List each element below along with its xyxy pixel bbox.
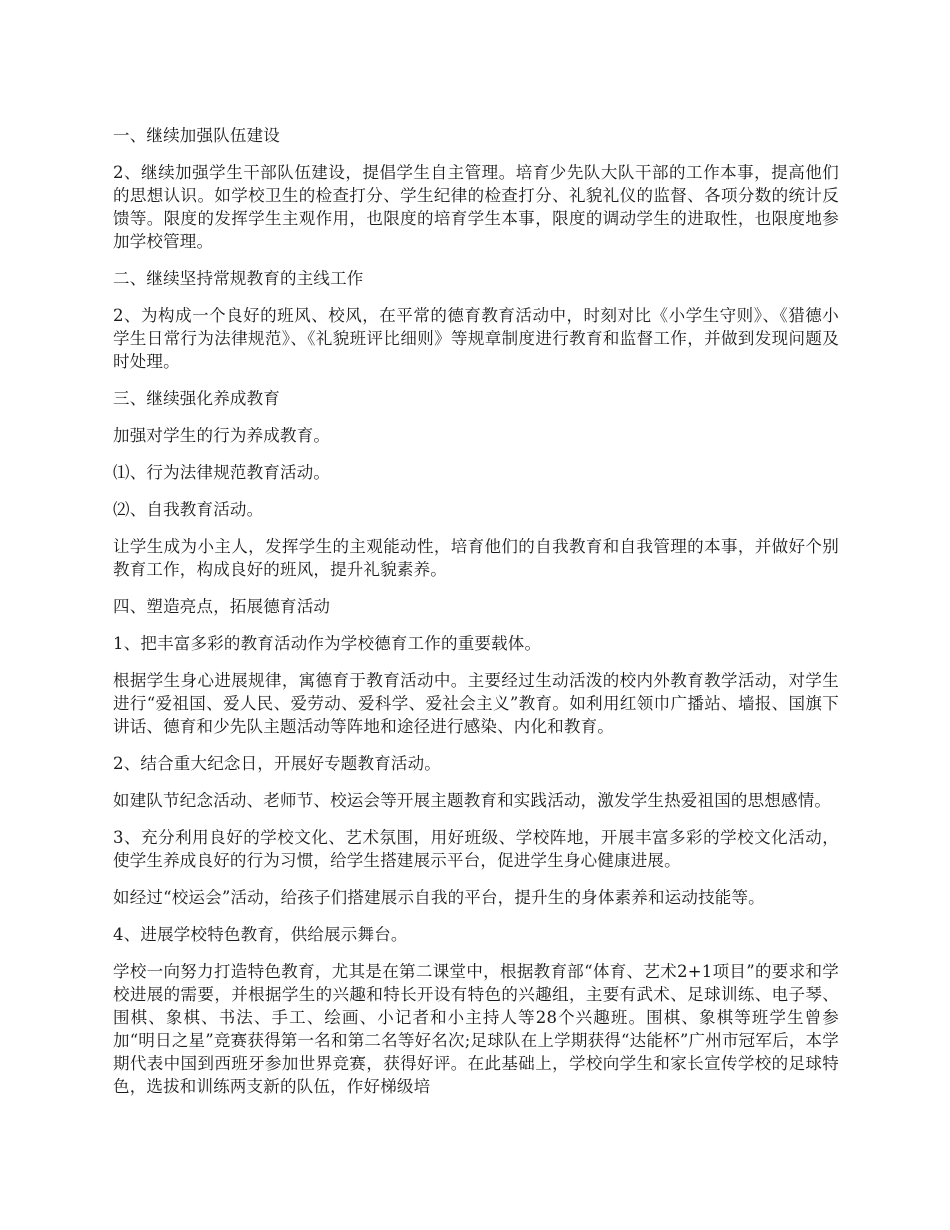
- section-heading-2: 二、继续坚持常规教育的主线工作: [113, 269, 364, 288]
- paragraph: 如建队节纪念活动、老师节、校运会等开展主题教育和实践活动，激发学生热爱祖国的思想感情。: [113, 791, 832, 810]
- paragraph: 加强对学生的行为养成教育。: [113, 426, 331, 445]
- paragraph: 根据学生身心进展规律，寓德育于教育活动中。主要经过生动活泼的校内外教育教学活动，对学生进行“爱祖国、爱人民、爱劳动、爱科学、爱社会主义”教育。如利用红领巾广播站、墙报、国旗下讲话、德育和少先队主题活动等阵地和途径进行感染、内化和教育。: [113, 671, 839, 736]
- paragraph: 让学生成为小主人，发挥学生的主观能动性，培育他们的自我教育和自我管理的本事，并做好个别教育工作，构成良好的班风，提升礼貌素养。: [113, 537, 839, 579]
- paragraph: 2、结合重大纪念日，开展好专题教育活动。: [113, 754, 441, 773]
- paragraph: 4、进展学校特色教育，供给展示舞台。: [113, 925, 408, 944]
- paragraph: 3、充分利用良好的学校文化、艺术氛围，用好班级、学校阵地，开展丰富多彩的学校文化活动，使学生养成良好的行为习惯，给学生搭建展示平台，促进学生身心健康进展。: [113, 828, 839, 870]
- paragraph: 1、把丰富多彩的教育活动作为学校德育工作的重要载体。: [113, 634, 542, 653]
- paragraph: 2、为构成一个良好的班风、校风，在平常的德育教育活动中，时刻对比《小学生守则》、《猎德小学生日常行为法律规范》、《礼貌班评比细则》等规章制度进行教育和监督工作，并做到发现问题及时处理。: [113, 306, 839, 371]
- list-item: ⑴、行为法律规范教育活动。: [113, 463, 331, 482]
- section-heading-4: 四、塑造亮点，拓展德育活动: [113, 597, 331, 616]
- paragraph: 2、继续加强学生干部队伍建设，提倡学生自主管理。培育少先队大队干部的工作本事，提高他们的思想认识。如学校卫生的检查打分、学生纪律的检查打分、礼貌礼仪的监督、各项分数的统计反馈等。限度的发挥学生主观作用，也限度的培育学生本事，限度的调动学生的进取性，也限度地参加学校管理。: [113, 163, 839, 251]
- paragraph: 学校一向努力打造特色教育，尤其是在第二课堂中，根据教育部“体育、艺术2+1项目”的要求和学校进展的需要，并根据学生的兴趣和特长开设有特色的兴趣组，主要有武术、足球训练、电子琴、围棋、象棋、书法、手工、绘画、小记者和小主持人等28个兴趣班。围棋、象棋等班学生曾参加“明日之星”竞赛获得第一名和第二名等好名次;足球队在上学期获得“达能杯”广州市冠军后，本学期代表中国到西班牙参加世界竞赛，获得好评。在此基础上，学校向学生和家长宣传学校的足球特色，选拔和训练两支新的队伍，作好梯级培: [113, 962, 839, 1096]
- section-heading-1: 一、继续加强队伍建设: [113, 126, 280, 145]
- document-body: [113, 124, 839, 1112]
- list-item: ⑵、自我教育活动。: [113, 500, 264, 519]
- section-heading-3: 三、继续强化养成教育: [113, 389, 280, 408]
- paragraph: 如经过“校运会”活动，给孩子们搭建展示自我的平台，提升生的身体素养和运动技能等。: [113, 888, 765, 907]
